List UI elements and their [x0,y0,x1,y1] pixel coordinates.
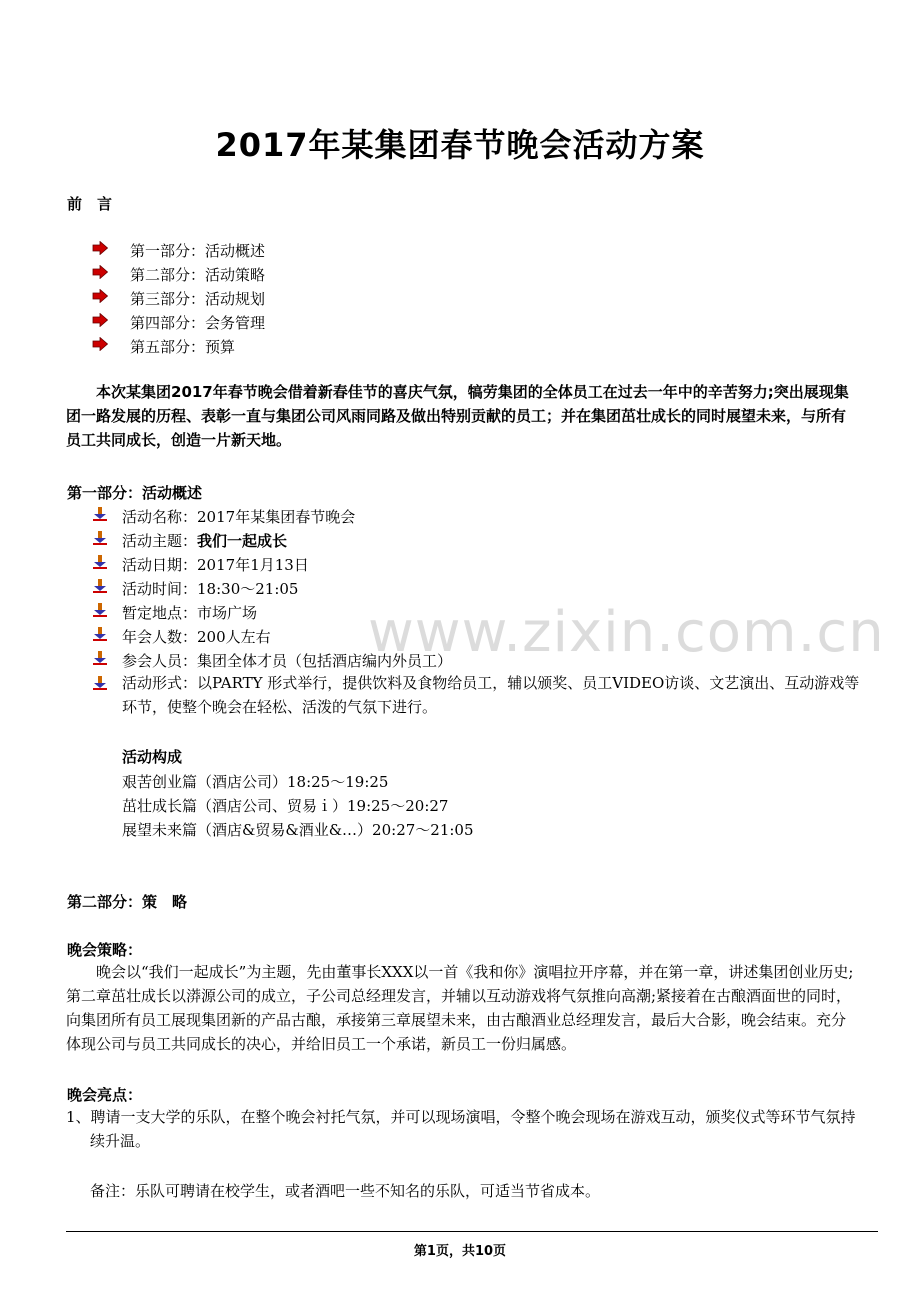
toc-item: 第四部分：会务管理 [130,314,266,332]
down-arrow-bullet-icon [93,627,107,641]
composition-item: 艰苦创业篇（酒店公司）18:25～19:25 [122,773,389,791]
activity-name: 活动名称：2017年某集团春节晚会 [122,508,356,526]
attendee-count: 年会人数：200人左右 [122,628,271,646]
arrow-right-icon [92,337,108,351]
down-arrow-bullet-icon [93,531,107,545]
strategy-paragraph: 晚会以“我们一起成长”为主题，先由董事长XXX以一首《我和你》演唱拉开序幕，并在第一章，讲述集团创业历史;第二章茁壮成长以漭源公司的成立，子公司总经理发言，并辅以互动游戏将气氛推向高潮;紧接着在古酿酒面世的同时，向集团所有员工展现集团新的产品古酿，承接第三章展望未来，由古酿酒业总经理发言，最后大合影，晚会结束。充分体现公司与员工共同成长的决心，并给旧员工一个承诺，新员工一份归属感。 [66,963,854,1053]
note: 备注：乐队可聘请在校学生，或者酒吧一些不知名的乐队，可适当节省成本。 [90,1182,601,1200]
intro-paragraph: 本次某集团2017年春节晚会借着新春佳节的喜庆气氛，犒劳集团的全体员工在过去一年中的辛苦努力;突出展现集团一路发展的历程、表彰一直与集团公司风雨同路及做出特别贡献的员工；并在集团茁壮成长的同时展望未来，与所有员工共同成长，创造一片新天地。 [66,383,849,449]
down-arrow-bullet-icon [93,555,107,569]
highlight-item: 1、聘请一支大学的乐队，在整个晚会衬托气氛，并可以现场演唱，令整个晚会现场在游戏互动，颁奖仪式等环节气氛持续升温。 [66,1108,856,1150]
arrow-right-icon [92,289,108,303]
toc-item: 第三部分：活动规划 [130,290,266,308]
part2-heading: 第二部分：策 略 [67,893,188,911]
highlights-heading: 晚会亮点： [67,1086,143,1104]
strategy-heading: 晚会策略： [67,941,143,959]
down-arrow-bullet-icon [93,651,107,665]
toc-item: 第五部分：预算 [130,338,236,356]
toc-item: 第二部分：活动策略 [130,266,266,284]
activity-time: 活动时间：18:30～21:05 [122,580,299,598]
part1-heading: 第一部分：活动概述 [67,484,203,502]
preface-heading: 前 言 [67,195,113,213]
down-arrow-bullet-icon [93,579,107,593]
arrow-right-icon [92,241,108,255]
down-arrow-bullet-icon [93,603,107,617]
attendees: 参会人员：集团全体才员（包括酒店编内外员工） [122,652,453,670]
footer-divider [66,1231,878,1232]
composition-item: 展望未来篇（酒店&贸易&酒业&…）20:27～21:05 [122,821,474,839]
arrow-right-icon [92,265,108,279]
down-arrow-bullet-icon [93,507,107,521]
page-number: 第1页，共10页 [413,1244,507,1259]
activity-theme: 活动主题：我们一起成长 [122,532,288,550]
watermark: www.zixin.com.cn [368,600,885,665]
composition-heading: 活动构成 [122,748,183,766]
composition-item: 茁壮成长篇（酒店公司、贸易ｉ）19:25～20:27 [122,797,449,815]
activity-location: 暂定地点：市场广场 [122,604,258,622]
activity-date: 活动日期：2017年1月13日 [122,556,309,574]
arrow-right-icon [92,313,108,327]
activity-format: 活动形式：以PARTY 形式举行，提供饮料及食物给员工，辅以颁奖、员工VIDEO访谈、文艺演出、互动游戏等环节，使整个晚会在轻松、活泼的气氛下进行。 [122,674,860,716]
document-title: 2017年某集团春节晚会活动方案 [215,126,705,164]
down-arrow-bullet-icon [93,676,107,690]
toc-item: 第一部分：活动概述 [130,242,266,260]
